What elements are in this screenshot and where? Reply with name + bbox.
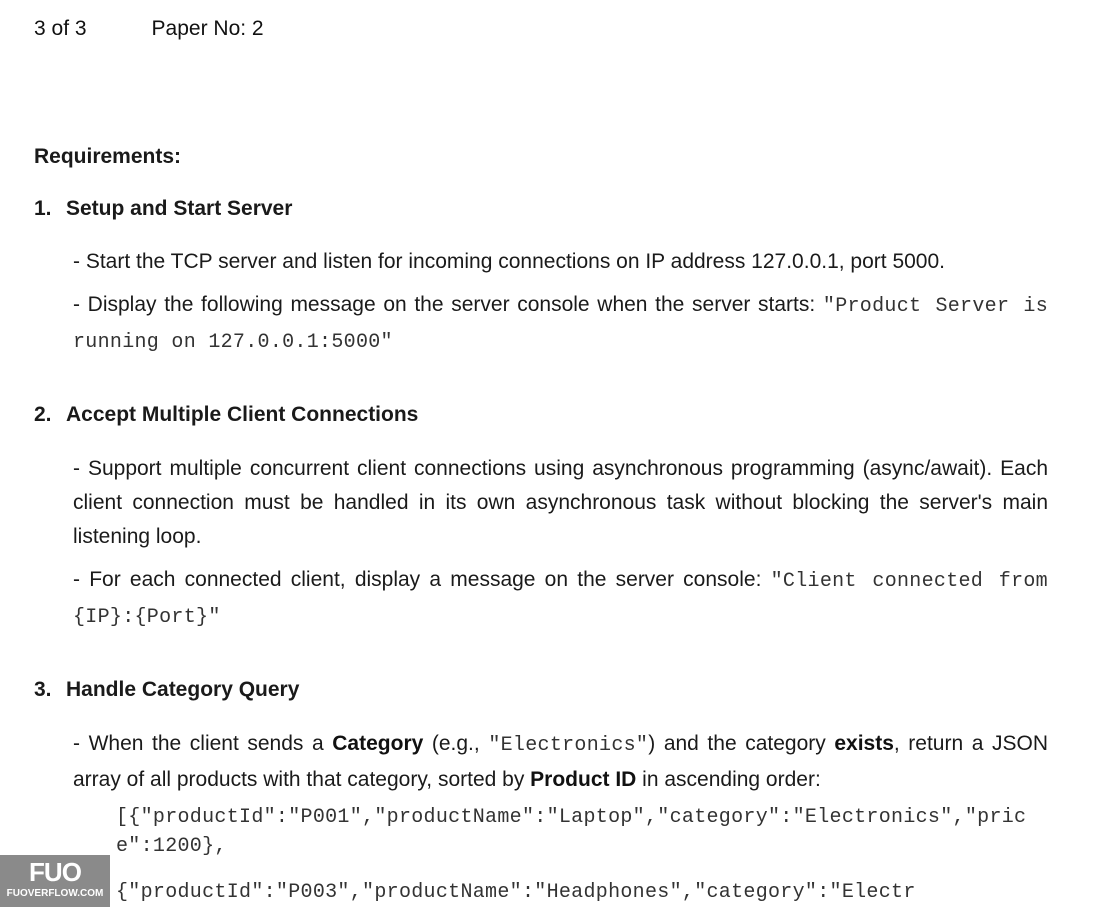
section-2-heading: [34, 403, 418, 427]
p1-part-e: ) and the category: [648, 732, 835, 755]
section-2-paragraph-2-text: - For each connected client, display a message on the server console:: [73, 568, 771, 591]
requirements-title: Requirements:: [34, 145, 182, 168]
page-header: [34, 17, 264, 41]
exists-keyword: exists: [834, 732, 894, 755]
server-running-message: "Product Server is running on 127.0.0.1:5000": [73, 295, 1048, 354]
section-1-paragraph-2: [73, 288, 1048, 360]
section-1-number: 1.: [34, 197, 52, 220]
section-2-paragraph-2: [73, 563, 1048, 635]
p1-part-i: in ascending order:: [636, 768, 821, 791]
section-3-title: Handle Category Query: [66, 678, 300, 701]
section-1-title: Setup and Start Server: [66, 197, 293, 220]
section-1-heading: [34, 197, 292, 221]
client-connected-message: "Client connected from {IP}:{Port}": [73, 570, 1048, 629]
section-3-heading: [34, 678, 299, 702]
page-counter: 3 of 3: [34, 17, 87, 40]
product-id-keyword: Product ID: [530, 768, 637, 791]
section-2-number: 2.: [34, 403, 52, 426]
electronics-example: "Electronics": [488, 734, 649, 757]
category-keyword: Category: [332, 732, 424, 755]
section-3-paragraph-1: [73, 727, 1048, 797]
section-2-paragraph-1: - Support multiple concurrent client connections using asynchronous programming (async/await). Each client connection must be handled in its own asynchronous task without blocking the server's main listening loop.: [73, 457, 1048, 548]
section-2-title: Accept Multiple Client Connections: [66, 403, 419, 426]
watermark-site: FUOVERFLOW.COM: [6, 888, 104, 899]
watermark-logo: [0, 855, 110, 907]
p1-part-c: (e.g.,: [423, 732, 489, 755]
section-3-number: 3.: [34, 678, 52, 701]
paper-number: Paper No: 2: [151, 17, 264, 40]
p1-part-g: , return a JSON array of all products with that category, sorted by: [73, 732, 1049, 791]
p1-part-a: - When the client sends a: [73, 732, 333, 755]
section-1-paragraph-2-text: - Display the following message on the server console when the server starts:: [73, 293, 823, 316]
json-example-line-2: {"productId":"P003","productName":"Headphones","category":"Electr: [116, 881, 916, 904]
section-1-paragraph-1: - Start the TCP server and listen for incoming connections on IP address 127.0.0.1, port 5000.: [73, 250, 946, 273]
watermark-logo-text: FUO: [29, 857, 81, 887]
json-example-line-1: [{"productId":"P001","productName":"Laptop","category":"Electronics","price":1200},: [116, 806, 1027, 858]
